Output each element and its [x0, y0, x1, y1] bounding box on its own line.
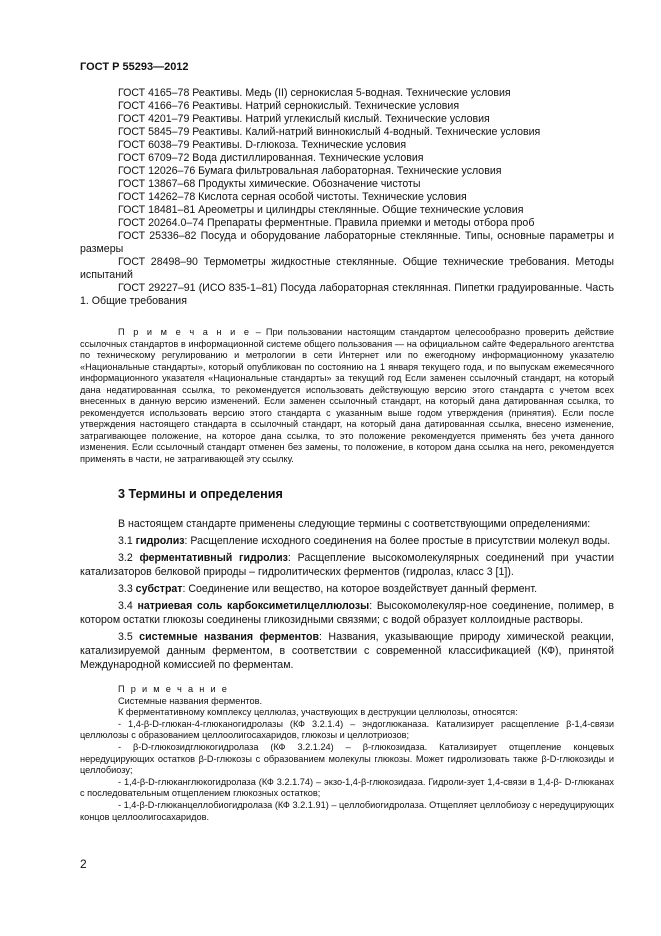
reference-item: ГОСТ 12026–76 Бумага фильтровальная лабораторная. Технические условия	[118, 165, 502, 177]
reference-item: ГОСТ 28498–90 Термометры жидкостные стеклянные. Общие технические требования. Методы испытаний	[80, 256, 614, 281]
term-definition: : Соединение или вещество, на которое воздействует данный фермент.	[182, 583, 538, 595]
reference-item: ГОСТ 25336–82 Посуда и оборудование лабораторные стеклянные. Типы, основные параметры и размеры	[80, 230, 614, 255]
reference-item: ГОСТ 13867–68 Продукты химические. Обозначение чистоты	[118, 178, 421, 190]
terms-intro: В настоящем стандарте применены следующие термины с соответствующими определениями:	[118, 518, 591, 530]
term-definition: : Названия, указывающие природу химической реакции, катализируемой данным ферментом, в соответствии с современной классификацией (КФ), принятой Международной комиссией по ферментам.	[80, 631, 614, 671]
term-definition: : Высокомолекуляр-ное соединение, полимер, в котором остатки глюкозы соединены гликозидными связями; с водой образует коллоидные растворы.	[80, 600, 614, 626]
page-number: 2	[80, 857, 87, 871]
term-number: 3.4	[118, 600, 138, 612]
term-number: 3.5	[118, 631, 140, 643]
note-enzymes	[80, 684, 614, 823]
term-item	[80, 582, 614, 596]
section-title: 3 Термины и определения	[118, 487, 283, 501]
term-definition: : Расщепление высокомолекулярных соединений при участии катализаторов белковой природы – гидролитических ферментов (гидролаз, класс 3 [1]).	[80, 552, 615, 578]
reference-item: ГОСТ 4201–79 Реактивы. Натрий углекислый кислый. Технические условия	[118, 113, 490, 125]
note-line: - β-D-глюкозидглюкогидролаза (КФ 3.2.1.24) – β-глюкозидаза. Катализирует отщепление концевых нередуцирующих остатков β-D-глюкозы с образованием молекулы глюкозы. Может гидролизовать также β-D-глюкозиды и целлобиозу;	[80, 741, 614, 776]
reference-item: ГОСТ 18481–81 Ареометры и цилиндры стеклянные. Общие технические условия	[118, 204, 524, 216]
note-line: - 1,4-β-D-глюканцеллобиогидролаза (КФ 3.2.1.91) – целлобиогидролаза. Отщепляет целлобиозу с нередуцирующих концов целлоолигосахаридов.	[80, 799, 614, 822]
term-item	[80, 551, 614, 579]
term-item	[80, 630, 614, 672]
page-header: ГОСТ Р 55293—2012	[80, 61, 189, 73]
term-definition: : Расщепление исходного соединения на более простые в присутствии молекул воды.	[184, 535, 611, 547]
reference-item: ГОСТ 4166–76 Реактивы. Натрий сернокислый. Технические условия	[118, 100, 460, 112]
term-item	[80, 599, 614, 627]
reference-item: ГОСТ 20264.0–74 Препараты ферментные. Правила приемки и методы отбора проб	[118, 217, 535, 229]
reference-item: ГОСТ 6038–79 Реактивы. D-глюкоза. Технические условия	[118, 139, 407, 151]
reference-item: ГОСТ 29227–91 (ИСО 835-1–81) Посуда лабораторная стеклянная. Пипетки градуированные. Часть 1. Общие требования	[80, 282, 614, 307]
reference-item: ГОСТ 4165–78 Реактивы. Медь (II) сернокислая 5-водная. Технические условия	[118, 87, 511, 99]
note-line: - 1,4-β-D-глюканглюкогидролаза (КФ 3.2.1.74) – экзо-1,4-β-глюкозидаза. Гидроли-зует 1,4-связи в 1,4-β- D-глюканах с последовательным отщеплением глюкозных остатков;	[80, 776, 614, 799]
references-list	[80, 87, 614, 308]
reference-item: ГОСТ 6709–72 Вода дистиллированная. Технические условия	[118, 152, 424, 164]
term-name: гидролиз	[135, 535, 185, 547]
note-line: - 1,4-β-D-глюкан-4-глюканогидролазы (КФ 3.2.1.4) – эндоглюканаза. Катализирует расщепление β-1,4-связи целлюлозы с образованием целлоолигосахаридов, глюкозы и целлотриозов;	[80, 718, 614, 741]
note-line: К ферментативному комплексу целлюлаз, участвующих в деструкции целлюлозы, относятся:	[118, 707, 518, 718]
note-label: П р и м е ч а н и е	[118, 327, 251, 337]
reference-item: ГОСТ 14262–78 Кислота серная особой чистоты. Технические условия	[118, 191, 467, 203]
note-references	[80, 327, 614, 465]
term-number: 3.3	[118, 583, 136, 595]
note-label: П р и м е ч а н и е	[118, 684, 229, 694]
page-content	[80, 87, 614, 823]
term-number: 3.1	[118, 535, 136, 547]
term-name: ферментативный гидролиз	[139, 552, 288, 564]
term-number: 3.2	[118, 552, 140, 564]
reference-item: ГОСТ 5845–79 Реактивы. Калий-натрий виннокислый 4-водный. Технические условия	[118, 126, 541, 138]
note-text: – При пользовании настоящим стандартом целесообразно проверить действие ссылочных стандартов в информационной системе общего пользования — на официальном сайте Федерального агентства по техническому регулированию и метрологии в сети Интернет или по ежегодному информационному указателю «Национальные стандарты», который опубликован по состоянию на 1 января текущего года, и по выпускам ежемесячного информационного указателя «Национальные стандарты» за текущий год Если заменен ссылочный стандарт, на который дана недатированная ссылка, то рекомендуется использовать действующую версию этого стандарта с учетом всех внесенных в данную версию изменений. Если заменен ссылочный стандарт, на который дана датированная ссылка, то рекомендуется использовать версию этого стандарта с указанным выше годом утверждения (принятия). Если после утверждения настоящего стандарта в ссылочный стандарт, на который дана датированная ссылка, внесено изменение, затрагивающее положение, на которое дана ссылка, то это положение рекомендуется применять без учета данного изменения. Если ссылочный стандарт отменен без замены, то положение, в котором дана ссылка на него, рекомендуется применять в части, не затрагивающей эту ссылку.	[80, 327, 614, 464]
note-line: Системные названия ферментов.	[118, 695, 263, 706]
term-name: системные названия ферментов	[139, 631, 320, 643]
term-item	[80, 534, 614, 548]
terms-list	[80, 517, 614, 672]
term-name: субстрат	[135, 583, 183, 595]
term-name: натриевая соль карбоксиметилцеллюлозы	[137, 600, 370, 612]
